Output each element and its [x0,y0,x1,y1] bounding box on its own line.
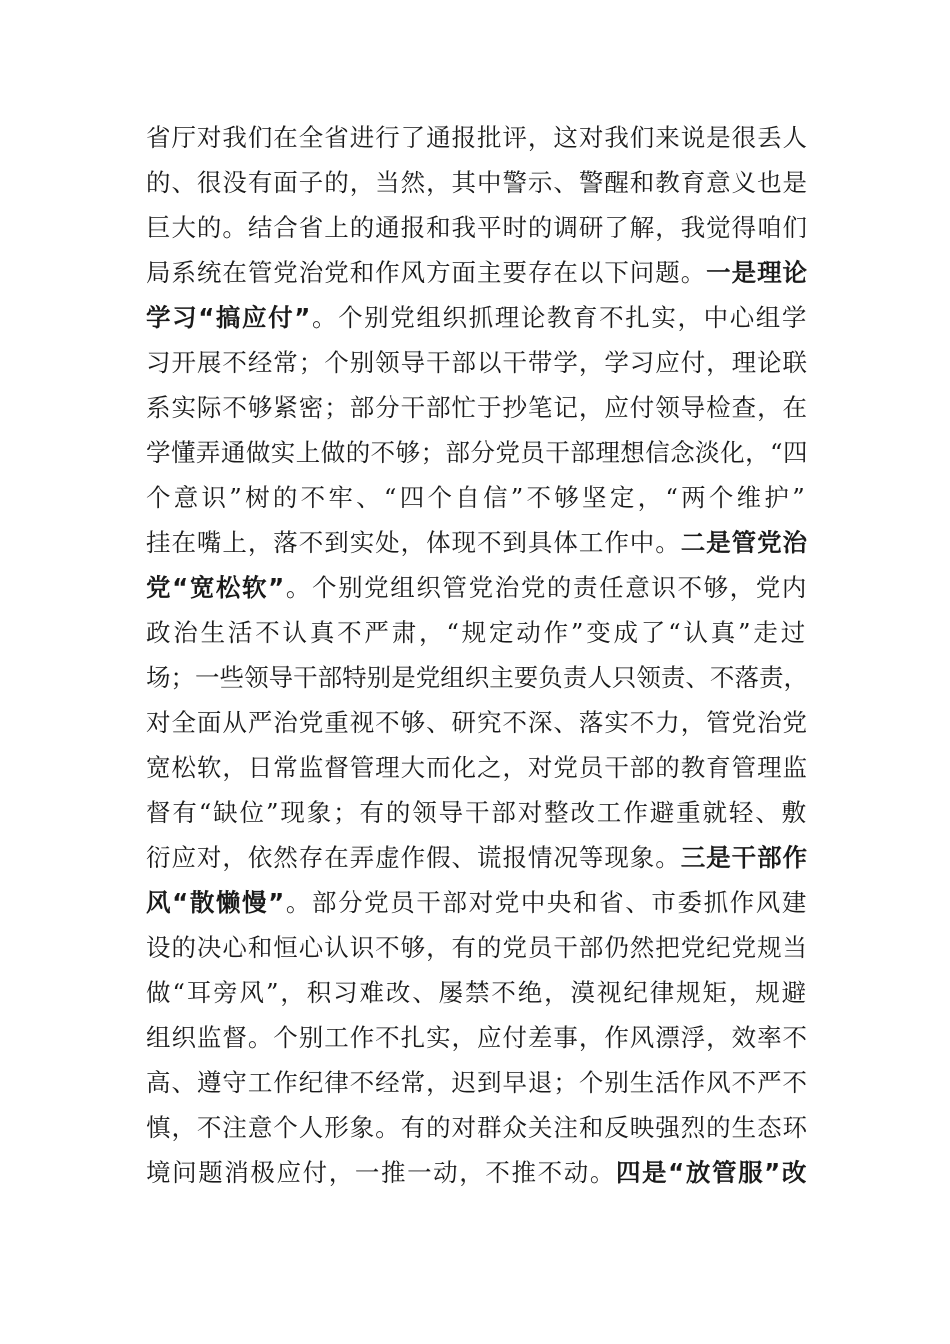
text-segment: 设的决心和恒心认识不够，有的党员干部仍然把党纪党规当 [146,933,809,962]
text-line [146,565,808,610]
text-line [146,250,808,295]
text-segment: 境问题消极应付，一推一动，不推不动。 [146,1158,616,1187]
text-line [146,745,808,790]
bold-heading-segment: 二是管党治 [680,528,809,557]
text-segment: 慎，不注意个人形象。有的对群众关注和反映强烈的生态环 [146,1113,809,1142]
text-line [146,925,808,970]
text-line [146,160,808,205]
text-line [146,340,808,385]
text-segment: 衍应对，依然存在弄虚作假、谎报情况等现象。 [146,843,681,872]
text-line [146,700,808,745]
text-line [146,520,808,565]
bold-heading-segment: 三是干部作 [680,843,809,872]
text-segment: 系实际不够紧密；部分干部忙于抄笔记，应付领导检查，在 [146,393,809,422]
text-segment: 督有“缺位”现象；有的领导干部对整改工作避重就轻、敷 [146,798,808,827]
text-segment: 高、遵守工作纪律不经常，迟到早退；个别生活作风不严不 [146,1068,809,1097]
bold-heading-segment: 一是理论 [706,258,809,287]
text-line [146,1150,808,1195]
text-segment: 政治生活不认真不严肃，“规定动作”变成了“认真”走过 [146,618,808,647]
text-segment: 挂在嘴上，落不到实处，体现不到具体工作中。 [146,528,681,557]
text-line [146,880,808,925]
text-segment: 对全面从严治党重视不够、研究不深、落实不力，管党治党 [146,708,809,737]
text-line [146,610,808,655]
text-line [146,115,808,160]
text-line [146,835,808,880]
body-text [146,115,808,1195]
text-segment: 习开展不经常；个别领导干部以干带学，学习应付，理论联 [146,348,809,377]
text-segment: 。个别党组织管党治党的责任意识不够，党内 [285,573,808,602]
text-segment: 省厅对我们在全省进行了通报批评，这对我们来说是很丢人 [146,123,809,152]
bold-heading-segment: 学习“搞应付” [146,303,312,332]
bold-heading-segment: 风“散懒慢” [146,888,286,917]
text-segment: 组织监督。个别工作不扎实，应付差事，作风漂浮，效率不 [146,1023,809,1052]
text-segment: 的、很没有面子的，当然，其中警示、警醒和教育意义也是 [146,168,809,197]
text-line [146,475,808,520]
text-line [146,295,808,340]
bold-heading-segment: 四是“放管服”改 [615,1158,808,1187]
text-line [146,1015,808,1060]
text-segment: 局系统在管党治党和作风方面主要存在以下问题。 [146,258,707,287]
text-line [146,970,808,1015]
text-segment: 。个别党组织抓理论教育不扎实，中心组学 [311,303,809,332]
text-line [146,205,808,250]
text-segment: 学懂弄通做实上做的不够；部分党员干部理想信念淡化，“四 [146,438,808,467]
bold-heading-segment: 党“宽松软” [146,573,286,602]
text-segment: 。部分党员干部对党中央和省、市委抓作风建 [285,888,808,917]
text-line [146,385,808,430]
text-segment: 场；一些领导干部特别是党组织主要负责人只领责、不落责， [146,663,809,692]
text-line [146,430,808,475]
text-segment: 做“耳旁风”，积习难改、屡禁不绝，漠视纪律规矩，规避 [146,978,808,1007]
text-line [146,1105,808,1150]
text-line [146,655,808,700]
text-line [146,1060,808,1105]
text-segment: 个意识”树的不牢、“四个自信”不够坚定，“两个维护” [146,483,808,512]
text-segment: 宽松软，日常监督管理大而化之，对党员干部的教育管理监 [146,753,809,782]
text-line [146,790,808,835]
text-segment: 巨大的。结合省上的通报和我平时的调研了解，我觉得咱们 [146,213,809,242]
